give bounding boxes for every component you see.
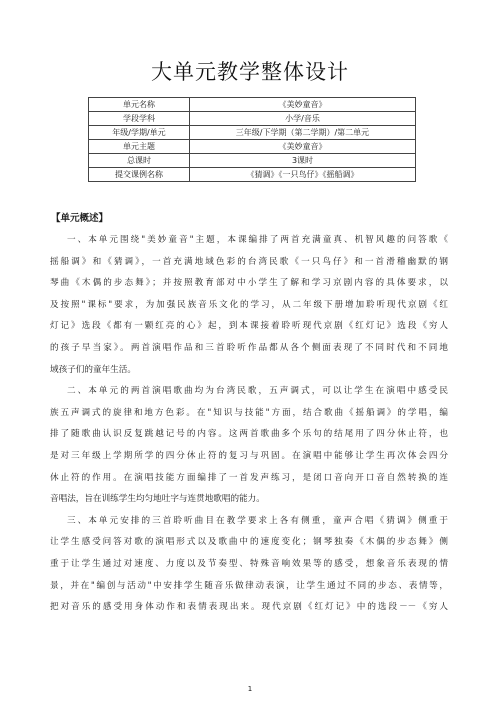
table-label-cell: 单元主题 — [89, 140, 190, 154]
paragraph-3-line: 让学生感受问答对歌的演唱形式以及歌曲中的速度变化；钢琴独奏《木偶的步态舞》侧 — [50, 537, 448, 548]
paragraph-3-line: 重于让学生通过对速度、力度以及节奏型、特殊音响效果等的感受，想象音乐表现的情 — [50, 558, 448, 569]
table-value-cell: 3课时 — [190, 154, 416, 168]
paragraph-2-line: 休止符的作用。在演唱技能方面编排了一首发声练习，是闭口音向开口音自然转换的连 — [50, 472, 448, 483]
table-row — [89, 126, 416, 140]
page-title: 大单元教学整体设计 — [151, 60, 349, 84]
paragraph-2-line: 音唱法，旨在训练学生均匀地吐字与连贯地歌唱的能力。 — [50, 494, 265, 505]
paragraph-2-line: 排了随歌曲认识反复跳越记号的内容。这两首歌曲多个乐句的结尾用了四分休止符，也 — [50, 429, 448, 440]
paragraph-2-line: 是对三年级上学期所学的四分休止符的复习与巩固。在演唱中能够让学生再次体会四分 — [50, 450, 448, 461]
paragraph-1-line: 琴曲《木偶的步态舞》；并按照教育部对中小学生了解和学习京剧内容的具体要求，以 — [50, 278, 448, 289]
paragraph-1-line: 一、本单元围绕"美妙童音"主题，本课编排了两首充满童真、机智风趣的问答歌《 — [67, 235, 448, 245]
paragraph-1-line: 灯记》选段《都有一颗红亮的心》起，到本课接着聆听现代京剧《红灯记》选段《穷人 — [50, 321, 448, 332]
paragraph-2-line: 二、本单元的两首演唱歌曲均为台湾民歌，五声调式，可以让学生在演唱中感受民 — [67, 386, 448, 397]
table-label-cell: 提交课例名称 — [89, 168, 190, 182]
table-label-cell: 总课时 — [89, 154, 190, 168]
unit-info-table — [88, 97, 416, 182]
table-value-cell: 《美妙童音》 — [190, 98, 416, 112]
paragraph-1-line: 域孩子们的童年生活。 — [50, 364, 136, 375]
table-label-cell: 学段学科 — [89, 112, 190, 126]
table-value-cell: 小学/音乐 — [190, 112, 416, 126]
paragraph-3-line: 把对音乐的感受用身体动作和表情表现出来。现代京剧《红灯记》中的选段－－《穷人 — [50, 602, 448, 613]
table-label-cell: 年级/学期/单元 — [89, 126, 190, 140]
paragraph-2-line: 族五声调式的旋律和地方色彩。在"知识与技能"方面，结合歌曲《摇船调》的学唱，编 — [50, 407, 448, 418]
table-row — [89, 168, 416, 182]
table-row — [89, 154, 416, 168]
table-value-cell: 《猜调》《一只鸟仔》《摇船调》 — [190, 168, 416, 182]
paragraph-1-line: 摇船调》和《猜调》，一首充满地域色彩的台湾民歌《一只鸟仔》和一首滑稽幽默的钢 — [50, 256, 448, 267]
table-value-cell: 《美妙童音》 — [190, 140, 416, 154]
section-heading: 【单元概述】 — [51, 213, 109, 224]
unit-overview-body — [50, 230, 448, 619]
table-row — [89, 98, 416, 112]
paragraph-3-line: 三、本单元安排的三首聆听曲目在教学要求上各有侧重，童声合唱《猜调》侧重于 — [67, 515, 448, 526]
table-row — [89, 140, 416, 154]
paragraph-3-line: 景，并在"编创与活动"中安排学生随音乐做律动表演，让学生通过不同的步态、表情等， — [50, 580, 448, 591]
paragraph-1-line: 的孩子早当家》。两首演唱作品和三首聆听作品都从各个侧面表现了不同时代和不同地 — [50, 342, 448, 353]
paragraph-1-line: 及按照"课标"要求，为加强民族音乐文化的学习，从二年级下册增加聆听现代京剧《红 — [50, 299, 448, 310]
table-label-cell: 单元名称 — [89, 98, 190, 112]
table-row — [89, 112, 416, 126]
page-number: 1 — [247, 685, 253, 693]
table-value-cell: 三年级/下学期（第二学期）/第二单元 — [190, 126, 416, 140]
